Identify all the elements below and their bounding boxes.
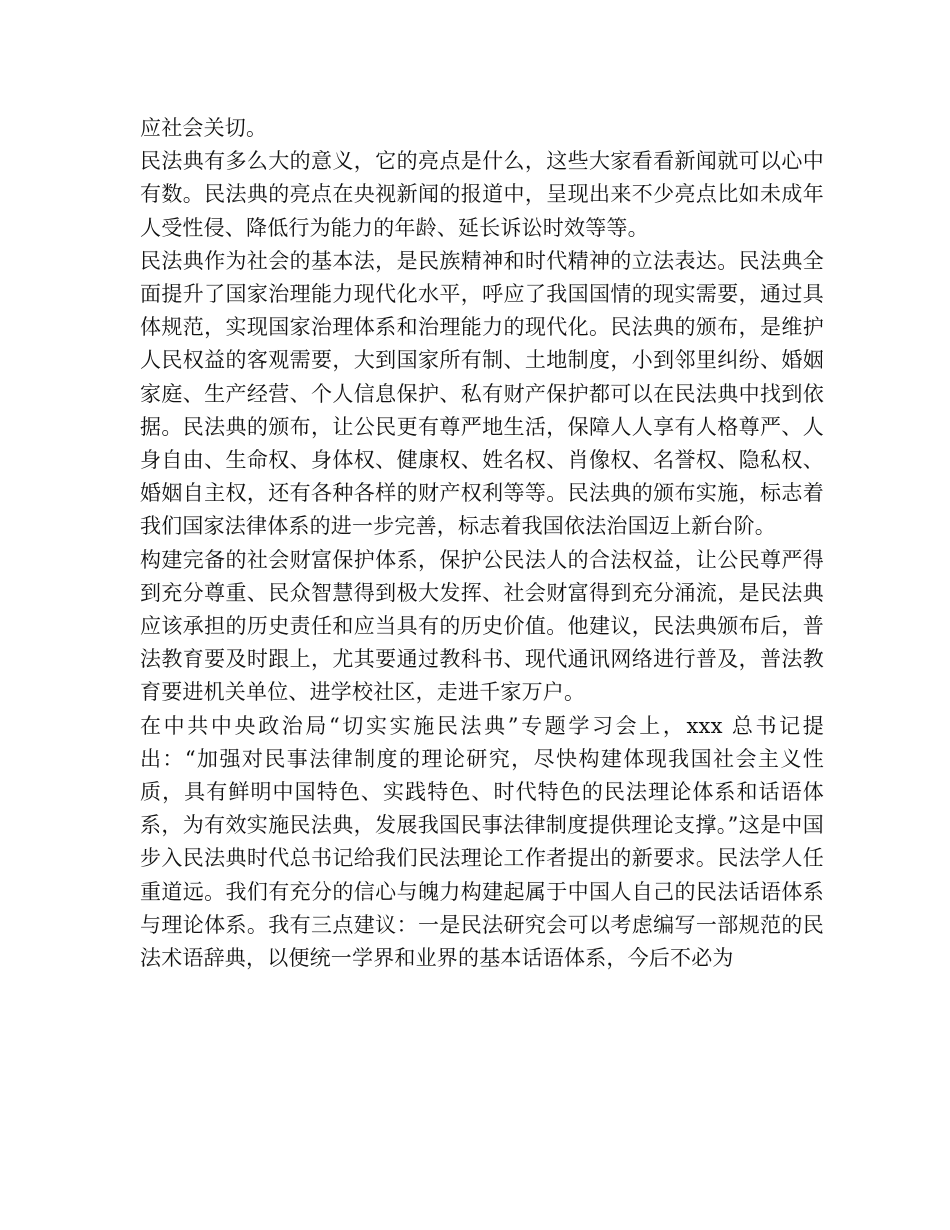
paragraph-5: 在中共中央政治局“切实实施民法典”专题学习会上，xxx 总书记提出：“加强对民事法律制度的理论研究，尽快构建体现我国社会主义性质，具有鲜明中国特色、实践特色、时代特色的民法理论体系和话语体系，为有效实施民法典，发展我国民事法律制度提供理论支撑。”这是中国步入民法典时代总书记给我们民法理论工作者提出的新要求。民法学人任重道远。我们有充分的信心与魄力构建起属于中国人自己的民法话语体系与理论体系。我有三点建议：一是民法研究会可以考虑编写一部规范的民法术语辞典，以便统一学界和业界的基本话语体系，今后不必为 xyxy=(140,713,824,971)
paragraph-4: 构建完备的社会财富保护体系，保护公民法人的合法权益，让公民尊严得到充分尊重、民众智慧得到极大发挥、社会财富得到充分涌流，是民法典应该承担的历史责任和应当具有的历史价值。他建议，民法典颁布后，普法教育要及时跟上，尤其要通过教科书、现代通讯网络进行普及，普法教育要进机关单位、进学校社区，走进千家万户。 xyxy=(140,547,824,705)
paragraph-2: 民法典有多么大的意义，它的亮点是什么，这些大家看看新闻就可以心中有数。民法典的亮点在央视新闻的报道中，呈现出来不少亮点比如未成年人受性侵、降低行为能力的年龄、延长诉讼时效等等。 xyxy=(140,149,824,240)
paragraph-3: 民法典作为社会的基本法，是民族精神和时代精神的立法表达。民法典全面提升了国家治理能力现代化水平，呼应了我国国情的现实需要，通过具体规范，实现国家治理体系和治理能力的现代化。民法典的颁布，是维护人民权益的客观需要，大到国家所有制、土地制度，小到邻里纠纷、婚姻家庭、生产经营、个人信息保护、私有财产保护都可以在民法典中找到依据。民法典的颁布，让公民更有尊严地生活，保障人人享有人格尊严、人身自由、生命权、身体权、健康权、姓名权、肖像权、名誉权、隐私权、婚姻自主权，还有各种各样的财产权利等等。民法典的颁布实施，标志着我们国家法律体系的进一步完善，标志着我国依法治国迈上新台阶。 xyxy=(140,248,824,539)
paragraph-1: 应社会关切。 xyxy=(140,116,268,140)
document-body xyxy=(140,112,824,975)
